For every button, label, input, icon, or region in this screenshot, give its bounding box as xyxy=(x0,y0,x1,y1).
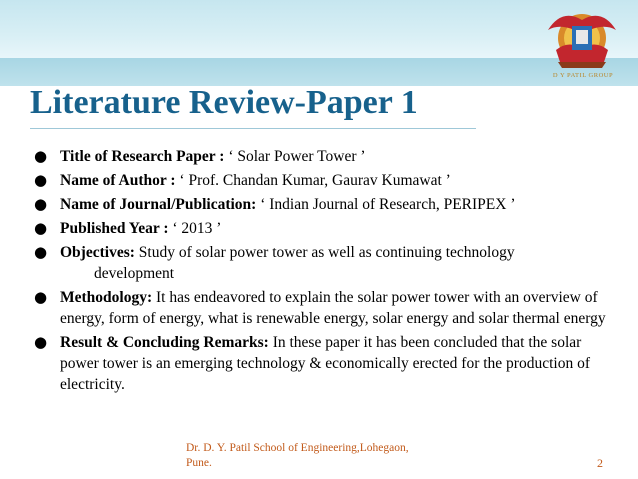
footer-line-2: Pune. xyxy=(186,457,212,469)
bullet-icon: ● xyxy=(34,333,48,351)
list-item-journal xyxy=(28,194,608,215)
list-item-title xyxy=(28,146,608,167)
logo-caption: D Y PATIL GROUP xyxy=(552,72,614,79)
item-label: Objectives: xyxy=(60,244,135,261)
item-label: Result & Concluding Remarks: xyxy=(60,334,269,351)
bullet-icon: ● xyxy=(34,195,48,213)
bullet-icon: ● xyxy=(34,171,48,189)
bullet-icon: ● xyxy=(34,243,48,261)
title-underline xyxy=(30,128,476,129)
footer-institution xyxy=(186,441,426,471)
item-label: Title of Research Paper : xyxy=(60,148,225,165)
item-label: Published Year : xyxy=(60,220,169,237)
item-text: ‘ Solar Power Tower ’ xyxy=(224,148,366,165)
slide-title: Literature Review-Paper 1 xyxy=(30,84,418,121)
bullet-icon: ● xyxy=(34,288,48,306)
footer-line-1: Dr. D. Y. Patil School of Engineering,Lohegaon, xyxy=(186,442,409,454)
bullet-icon: ● xyxy=(34,219,48,237)
item-text: ‘ 2013 ’ xyxy=(168,220,222,237)
list-item-objectives xyxy=(28,242,608,284)
item-label: Name of Author : xyxy=(60,172,176,189)
item-text: Study of solar power tower as well as continuing technology xyxy=(134,244,515,261)
item-text: It has endeavored to explain the solar power tower with an overview of energy, form of energy, what is renewable energy, solar energy and solar thermal energy xyxy=(60,289,606,327)
list-item-methodology xyxy=(28,287,608,329)
bullet-icon: ● xyxy=(34,147,48,165)
item-label: Name of Journal/Publication: xyxy=(60,196,257,213)
item-label: Methodology: xyxy=(60,289,153,306)
item-text: In these paper it has been concluded that the solar power tower is an emerging technology & economically erected for the production of electricity. xyxy=(60,334,590,393)
item-text: ‘ Prof. Chandan Kumar, Gaurav Kumawat ’ xyxy=(175,172,451,189)
list-item-author xyxy=(28,170,608,191)
item-text-continued: development xyxy=(94,265,175,282)
page-number: 2 xyxy=(597,456,603,470)
list-item-year xyxy=(28,218,608,239)
item-text: ‘ Indian Journal of Research, PERIPEX ’ xyxy=(256,196,516,213)
bullet-list xyxy=(28,146,608,395)
list-item-result xyxy=(28,332,608,395)
